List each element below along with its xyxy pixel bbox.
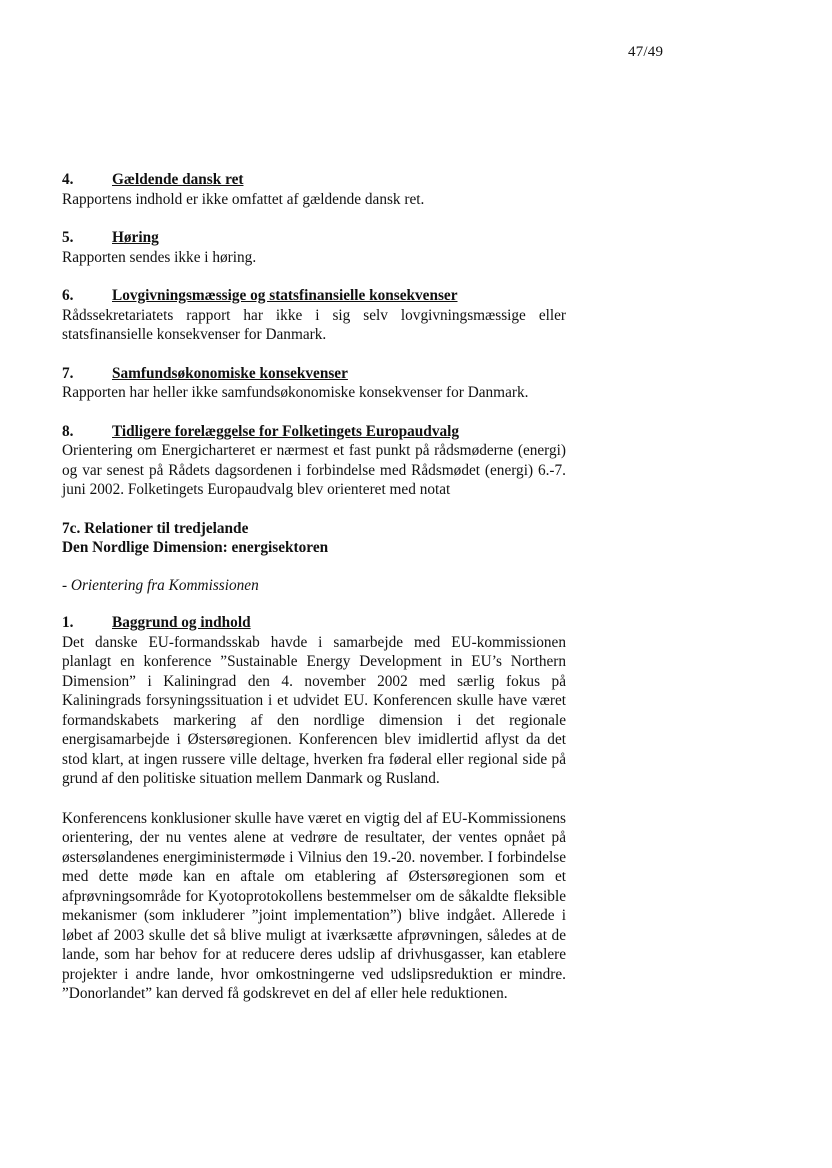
section-5	[62, 228, 566, 267]
section-body: Rådssekretariatets rapport har ikke i sig selv lovgivningsmæssige eller statsfinansielle konsekvenser for Danmark.	[62, 306, 566, 343]
document-body	[62, 170, 566, 1004]
section-6	[62, 286, 566, 345]
section-title: Tidligere forelæggelse for Folketingets Europaudvalg	[112, 422, 460, 440]
item-heading: 7c. Relationer til tredjelande	[62, 519, 249, 537]
section-number: 6.	[62, 287, 74, 304]
section-number: 4.	[62, 171, 74, 188]
section-body: Rapporten har heller ikke samfundsøkonomiske konsekvenser for Danmark.	[62, 384, 529, 401]
section-number: 1.	[62, 614, 74, 631]
section-body: Rapporten sendes ikke i høring.	[62, 248, 257, 266]
section-title: Samfundsøkonomiske konsekvenser	[112, 364, 348, 382]
item-note: - Orientering fra Kommissionen	[62, 576, 259, 594]
section-title: Gældende dansk ret	[112, 171, 244, 188]
page-number: 47/49	[628, 44, 664, 60]
paragraph: Konferencens konklusioner skulle have været en vigtig del af EU-Kommissionens orientering, der nu ventes alene at vedrøre de resultater, der ventes opnået på østersølandenes energiministermøde i Vilnius den 19.-20. november. I forbindelse med dette møde kan en aftale om etablering af Østersøregionen som et afprøvningsområde for Kyotoprotokollens bestemmelser om de såkaldte fleksible mekanismer (som inkluderer ”joint implementation”) blive indgået. Allerede i løbet af 2003 skulle det så blive muligt at iværksætte afprøvningen, således at de lande, som har behov for at reducere deres udslip af drivhusgasser, kan etablere projekter i andre lande, hvor omkostningerne ved udslipsreduktion er mindre. ”Donorlandet” kan derved få godskrevet en del af eller hele reduktionen.	[62, 809, 566, 1002]
section-body: Orientering om Energicharteret er nærmest et fast punkt på rådsmøderne (energi) og var senest på Rådets dagsordenen i forbindelse med Rådsmødet (energi) 6.-7. juni 2002. Folketingets Europaudvalg blev orienteret med notat	[62, 442, 566, 498]
section-title: Lovgivningsmæssige og statsfinansielle konsekvenser	[112, 287, 458, 304]
item-subheading: Den Nordlige Dimension: energisektoren	[62, 539, 329, 556]
paragraph: Det danske EU-formandsskab havde i samarbejde med EU-kommissionen planlagt en konference ”Sustainable Energy Development in EU’s Northern Dimension” i Kaliningrad den 4. november 2002 med særlig fokus på Kaliningrads forsyningssituation i et udvidet EU. Konferencen skulle have været formandskabets markering af den nordlige dimension i det regionale energisamarbejde i Østersøregionen. Konferencen blev imidlertid aflyst da det stod klart, at ingen russere ville deltage, hverken fra føderal eller regional side på grund af den politiske situation mellem Danmark og Rusland.	[62, 633, 566, 787]
section-4	[62, 170, 566, 209]
section-title: Høring	[112, 229, 159, 246]
section-number: 5.	[62, 229, 74, 246]
item-7c-header	[62, 519, 566, 558]
section-number: 7.	[62, 364, 74, 382]
section-8	[62, 422, 566, 500]
section-body: Rapportens indhold er ikke omfattet af gældende dansk ret.	[62, 190, 425, 208]
section-title: Baggrund og indhold	[112, 614, 251, 631]
section-1	[62, 613, 566, 1004]
section-7	[62, 364, 566, 403]
section-number: 8.	[62, 422, 74, 440]
